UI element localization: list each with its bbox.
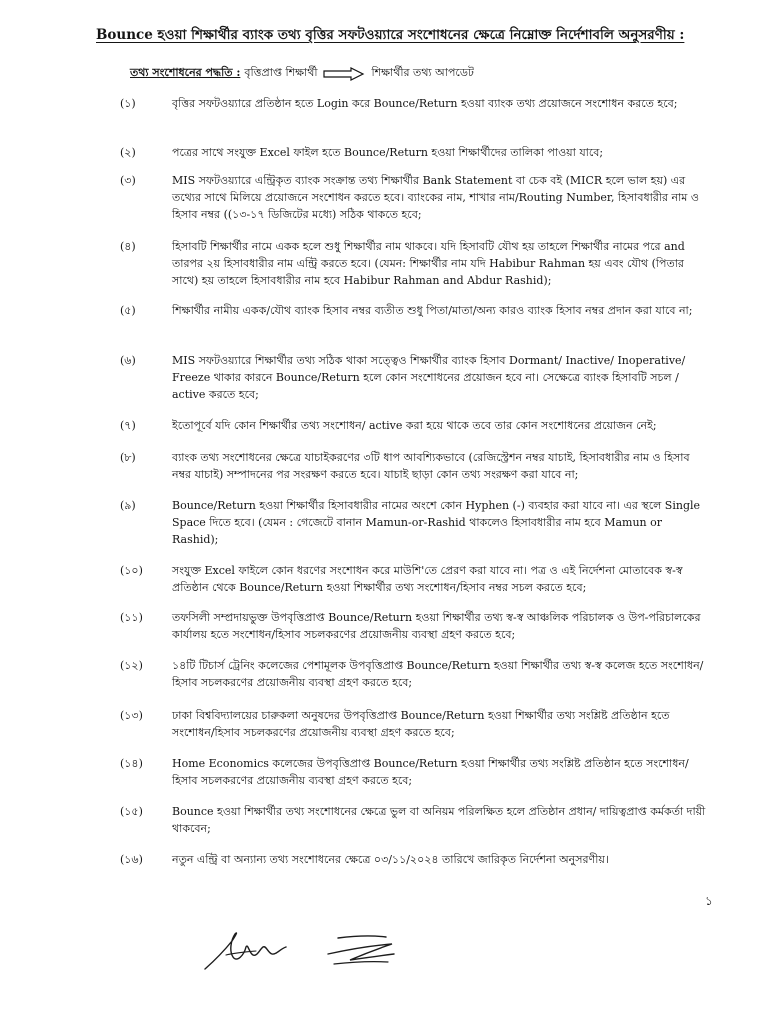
item-number: (১) — [120, 97, 136, 110]
item-number: (৭) — [120, 419, 136, 432]
item-number: (১৩) — [120, 709, 143, 722]
item-number: (৫) — [120, 304, 136, 317]
signature-1 — [200, 925, 290, 975]
item-text: সংযুক্ত Excel ফাইলে কোন ধরণের সংশোধন করে মাউশি'তে প্রেরণ করা যাবে না। পত্র ও এই নির্দেশনা মোতাবেক স্ব-স্ব প্রতিষ্ঠান থেকে Bounce/Return হওয়া শিক্ষার্থীর তথ্য সংশোধন/হিসাব নম্বর সচল করতে হবে; — [172, 564, 683, 594]
item-text: নতুন এন্ট্রি বা অন্যান্য তথ্য সংশোধনের ক্ষেত্রে ০৩/১১/২০২৪ তারিখে জারিকৃত নির্দেশনা অনুসরণীয়। — [172, 853, 609, 866]
item-number: (৯) — [120, 499, 136, 512]
item-text: হিসাবটি শিক্ষার্থীর নামে একক হলে শুধু শিক্ষার্থীর নাম থাকবে। যদি হিসাবটি যৌথ হয় তাহলে শিক্ষার্থীর নামের পরে and তারপর ২য় হিসাবধারীর নাম এন্ট্রি করতে হবে। (যেমন: শিক্ষার্থীর নাম যদি Habibur Rahman হয় এবং যৌথ (পিতার সাথে) হয় তাহলে হিসাবধারীর নাম হবে Habibur Rahman and Abdur Rashid); — [172, 240, 685, 287]
item-number: (১২) — [120, 659, 143, 672]
item-text: MIS সফটওয়্যারে এন্ট্রিকৃত ব্যাংক সংক্রান্ত তথ্য শিক্ষার্থীর Bank Statement বা চেক বই (MICR হলে ভাল হয়) এর তথ্যের সাথে মিলিয়ে প্রয়োজনে সংশোধন করতে হবে। ব্যাংকের নাম, শাখার নাম/Routing Number, হিসাবধারীর নাম ও হিসাব নম্বর ((১৩-১৭ ডিজিটের মধ্যে) সঠিক থাকতে হবে; — [172, 174, 699, 221]
item-text: ১৪টি টিচার্স ট্রেনিং কলেজের পেশামূলক উপবৃত্তিপ্রাপ্ত Bounce/Return হওয়া শিক্ষার্থীর তথ্য স্ব-স্ব কলেজ হতে সংশোধন/হিসাব সচলকরণের প্রয়োজনীয় ব্যবস্থা গ্রহণ করতে হবে; — [172, 659, 704, 689]
item-number: (৪) — [120, 240, 136, 253]
method-label: তথ্য সংশোধনের পদ্ধতি : — [130, 66, 241, 79]
item-text: পত্রের সাথে সংযুক্ত Excel ফাইল হতে Bounce/Return হওয়া শিক্ষার্থীদের তালিকা পাওয়া যাবে; — [172, 146, 604, 159]
item-number: (১০) — [120, 564, 143, 577]
item-text: MIS সফটওয়্যারে শিক্ষার্থীর তথ্য সঠিক থাকা সত্ত্বেও শিক্ষার্থীর ব্যাংক হিসাব Dormant/ Inactive/ Inoperative/ Freeze থাকার কারনে Bounce/Return হলে কোন সংশোধনের প্রয়োজন হবে না। সেক্ষেত্রে ব্যাংক হিসাবটি সচল / active করতে হবে; — [172, 354, 686, 401]
item-text: Bounce হওয়া শিক্ষার্থীর তথ্য সংশোধনের ক্ষেত্রে ভুল বা অনিয়ম পরিলক্ষিত হলে প্রতিষ্ঠান প্রধান/ দায়িত্বপ্রাপ্ত কর্মকর্তা দায়ী থাকবেন; — [172, 805, 706, 835]
page-title: Bounce হওয়া শিক্ষার্থীর ব্যাংক তথ্য বৃত্তির সফটওয়্যারে সংশোধনের ক্ষেত্রে নিম্নোক্ত নির্দেশাবলি অনুসরণীয় : — [96, 27, 685, 43]
item-text: Bounce/Return হওয়া শিক্ষার্থীর হিসাবধারীর নামের অংশে কোন Hyphen (-) ব্যবহার করা যাবে না। এর স্থলে Single Space দিতে হবে। (যেমন : গেজেটে বানান Mamun-or-Rashid থাকলেও হিসাবধারীর নাম হবে Mamun or Rashid); — [172, 499, 701, 546]
item-number: (১৪) — [120, 757, 143, 770]
item-number: (২) — [120, 146, 136, 159]
item-number: (১৫) — [120, 805, 143, 818]
signature-2 — [320, 928, 410, 972]
right-arrow-icon — [323, 67, 365, 81]
item-text: ঢাকা বিশ্ববিদ্যালয়ের চারুকলা অনুষদের উপবৃত্তিপ্রাপ্ত Bounce/Return হওয়া শিক্ষার্থীর তথ্য সংশ্লিষ্ট প্রতিষ্ঠান হতে সংশোধন/হিসাব সচলকরণের প্রয়োজনীয় ব্যবস্থা গ্রহণ করতে হবে; — [172, 709, 670, 739]
method-to: শিক্ষার্থীর তথ্য আপডেট — [371, 66, 474, 79]
item-text: ইতোপূর্বে যদি কোন শিক্ষার্থীর তথ্য সংশোধন/ active করা হয়ে থাকে তবে তার কোন সংশোধনের প্রয়োজন নেই; — [172, 419, 657, 432]
item-text: শিক্ষার্থীর নামীয় একক/যৌথ ব্যাংক হিসাব নম্বর ব্যতীত শুধু পিতা/মাতা/অন্য কারও ব্যাংক হিসাব নম্বর প্রদান করা যাবে না; — [172, 304, 693, 317]
method-from: বৃত্তিপ্রাপ্ত শিক্ষার্থী — [244, 66, 318, 79]
item-number: (৬) — [120, 354, 136, 367]
item-number: (৩) — [120, 174, 136, 187]
item-text: বৃত্তির সফটওয়্যারে প্রতিষ্ঠান হতে Login করে Bounce/Return হওয়া ব্যাংক তথ্য প্রয়োজনে সংশোধন করতে হবে; — [172, 97, 678, 110]
item-text: তফসিলী সম্প্রদায়ভুক্ত উপবৃত্তিপ্রাপ্ত Bounce/Return হওয়া শিক্ষার্থীর তথ্য স্ব-স্ব আঞ্চলিক পরিচালক ও উপ-পরিচালকের কার্যালয় হতে সংশোধন/হিসাব সচলকরণের প্রয়োজনীয় ব্যবস্থা গ্রহণ করতে হবে; — [172, 611, 701, 641]
item-text: Home Economics কলেজের উপবৃত্তিপ্রাপ্ত Bounce/Return হওয়া শিক্ষার্থীর তথ্য সংশ্লিষ্ট প্রতিষ্ঠান হতে সংশোধন/হিসাব সচলকরণের প্রয়োজনীয় ব্যবস্থা গ্রহণ করতে হবে; — [172, 757, 689, 787]
item-number: (১১) — [120, 611, 143, 624]
item-number: (১৬) — [120, 853, 143, 866]
page-number: ১ — [705, 894, 713, 908]
item-text: ব্যাংক তথ্য সংশোধনের ক্ষেত্রে যাচাইকরণের ৩টি ধাপ আবশ্যিকভাবে (রেজিস্ট্রেশন নম্বর যাচাই, হিসাবধারীর নাম ও হিসাব নম্বর যাচাই) সম্পাদনের পর সংরক্ষণ করতে হবে। যাচাই ছাড়া কোন তথ্য সংরক্ষণ করা যাবে না; — [172, 451, 690, 481]
update-method — [130, 64, 474, 83]
item-number: (৮) — [120, 451, 136, 464]
